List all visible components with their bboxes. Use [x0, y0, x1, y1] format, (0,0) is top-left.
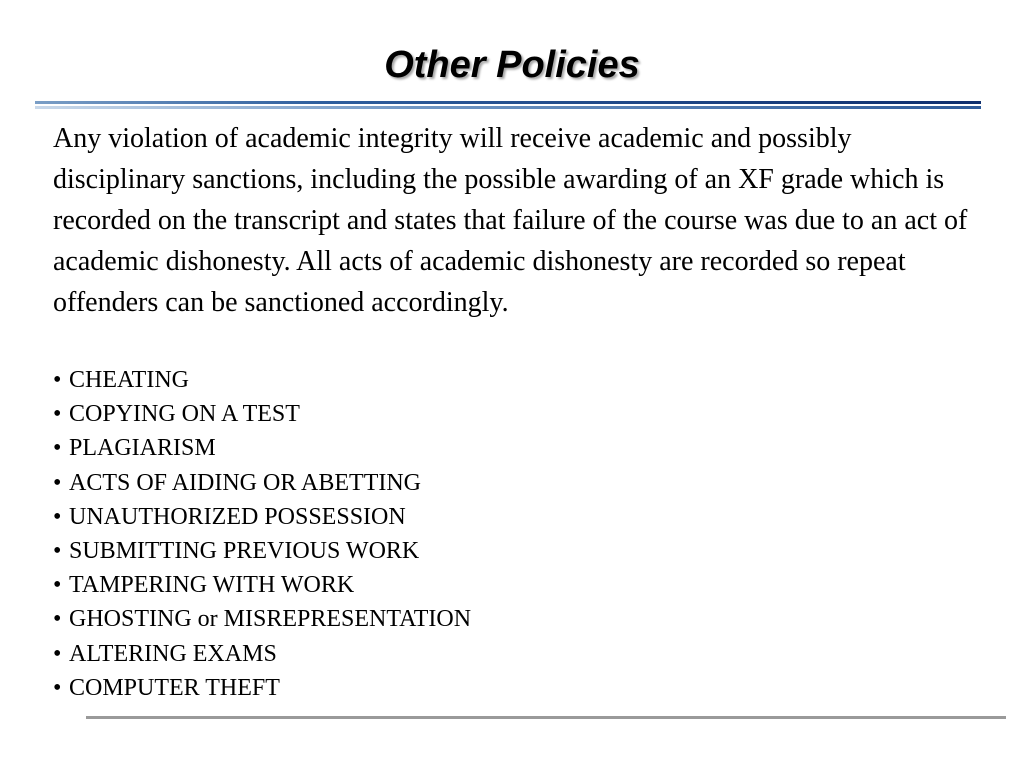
list-item-label: SUBMITTING PREVIOUS WORK	[69, 538, 420, 565]
list-item	[53, 466, 953, 500]
list-item	[53, 500, 953, 534]
list-item	[53, 534, 953, 568]
bullet-icon: •	[53, 401, 62, 428]
list-item-label: COMPUTER THEFT	[69, 674, 280, 701]
bullet-icon: •	[53, 606, 62, 633]
list-item-label: TAMPERING WITH WORK	[69, 572, 355, 599]
bullet-icon: •	[53, 367, 62, 393]
list-item-label: CHEATING	[69, 367, 189, 393]
list-item	[53, 671, 953, 705]
list-item-label: ALTERING EXAMS	[69, 640, 277, 667]
violation-list	[53, 363, 953, 705]
list-item-label: COPYING ON A TEST	[69, 401, 300, 428]
list-item-label: PLAGIARISM	[69, 435, 216, 462]
footer-divider	[86, 716, 1006, 719]
slide-title: Other Policies	[384, 44, 640, 86]
bullet-icon: •	[53, 640, 62, 667]
bullet-icon: •	[53, 674, 62, 701]
title-divider-bottom-line	[35, 106, 981, 109]
list-item	[53, 397, 953, 431]
list-item	[53, 602, 953, 636]
list-item	[53, 637, 953, 671]
list-item-label: UNAUTHORIZED POSSESSION	[69, 503, 406, 530]
title-divider-top-line	[35, 101, 981, 104]
policy-paragraph: Any violation of academic integrity will receive academic and possibly disciplinary sanctions, including the possible awarding of an XF grade which is recorded on the transcript and states that failure of the course was due to an act of academic dishonesty. All acts of academic dishonesty are recorded so repeat offenders can be sanctioned accordingly.	[53, 123, 968, 318]
list-item	[53, 363, 953, 397]
bullet-icon: •	[53, 503, 62, 530]
bullet-icon: •	[53, 572, 62, 599]
bullet-icon: •	[53, 469, 62, 496]
bullet-icon: •	[53, 435, 62, 462]
list-item-label: ACTS OF AIDING OR ABETTING	[69, 469, 422, 496]
title-divider	[35, 101, 981, 111]
list-item	[53, 568, 953, 602]
bullet-icon: •	[53, 538, 62, 565]
list-item	[53, 431, 953, 465]
list-item-label: GHOSTING or MISREPRESENTATION	[69, 606, 472, 633]
